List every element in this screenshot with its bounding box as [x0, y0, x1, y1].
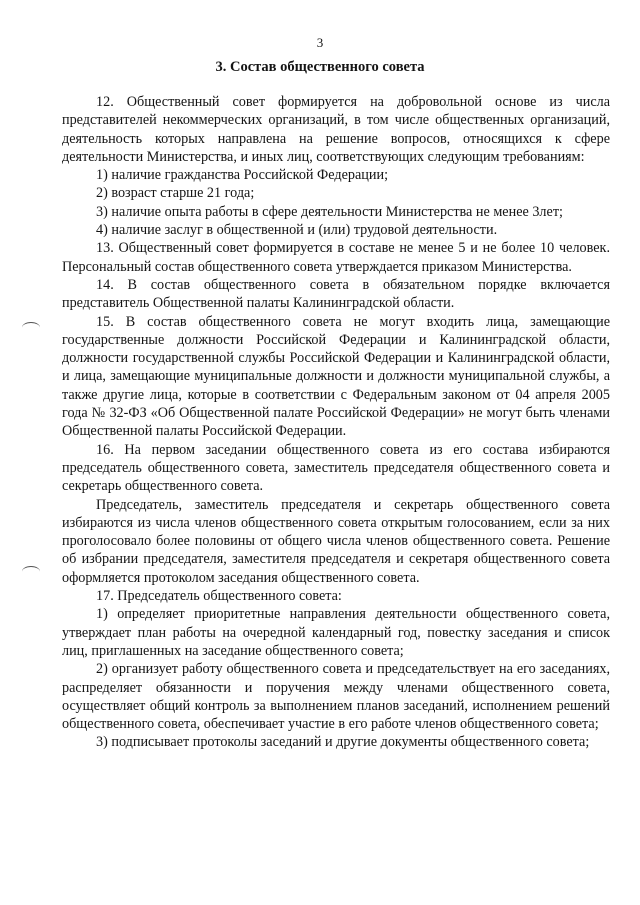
chair-duty-2: 2) организует работу общественного совета и председательствует на его заседаниях, распределяет обязанности и поручения между членами общественного совета, осуществляет общий контроль за выполнением планов заседаний, исполнением решений общественного совета, обеспечивает участие в его работе членов общественного совета; [62, 661, 610, 733]
section-title: 3. Состав общественного совета [215, 59, 425, 75]
paragraph-12: 12. Общественный совет формируется на добровольной основе из числа представителей некоммерческих организаций, в том числе общественных организаций, деятельность которых направлена на решение вопросов, относящихся к сфере деятельности Министерства, и иных лиц, соответствующих следующим требованиям: [62, 94, 610, 165]
chair-duty-1: 1) определяет приоритетные направления деятельности общественного совета, утверждает план работы на очередной календарный год, повестку заседания и список лиц, приглашенных на заседание общественного совета; [62, 606, 610, 659]
document-body [62, 93, 610, 752]
requirement-2: 2) возраст старше 21 года; [96, 185, 255, 202]
page-number: 3 [316, 35, 324, 50]
paragraph-14: 14. В состав общественного совета в обязательном порядке включается представитель Общественной палаты Калининградской области. [62, 276, 610, 312]
paragraph-16-continued: Председатель, заместитель председателя и секретарь общественного совета избираются из числа членов общественного совета открытым голосованием, если за них проголосовало более половины от общего числа членов общественного совета. Решение об избрании председателя, заместителя председателя и секретаря общественного совета оформляется протоколом заседания общественного совета. [62, 496, 610, 586]
margin-mark-icon [22, 322, 40, 333]
requirement-4: 4) наличие заслуг в общественной и (или) трудовой деятельности. [96, 222, 498, 239]
paragraph-13: 13. Общественный совет формируется в составе не менее 5 и не более 10 человек. Персональный состав общественного совета утверждается приказом Министерства. [62, 240, 610, 275]
paragraph-17: 17. Председатель общественного совета: [96, 588, 342, 605]
requirement-1: 1) наличие гражданства Российской Федерации; [96, 167, 389, 184]
margin-mark-icon [22, 566, 40, 577]
paragraph-16: 16. На первом заседании общественного совета из его состава избираются председатель общественного совета, заместитель председателя общественного совета и секретарь общественного совета. [62, 441, 610, 495]
paragraph-15: 15. В состав общественного совета не могут входить лица, замещающие государственные должности Российской Федерации и Калининградской области, должности государственной службы Российской Федерации и Калининградской области, и лица, замещающие муниципальные должности и должности муниципальной службы, а также другие лица, которые в соответствии с Федеральным законом от 04 апреля 2005 года № 32-ФЗ «Об Общественной палате Российской Федерации» не могут быть членами Общественной палаты Российской Федерации. [62, 313, 610, 440]
chair-duty-3: 3) подписывает протоколы заседаний и другие документы общественного совета; [96, 734, 590, 751]
requirement-3: 3) наличие опыта работы в сфере деятельности Министерства не менее 3лет; [96, 203, 563, 220]
